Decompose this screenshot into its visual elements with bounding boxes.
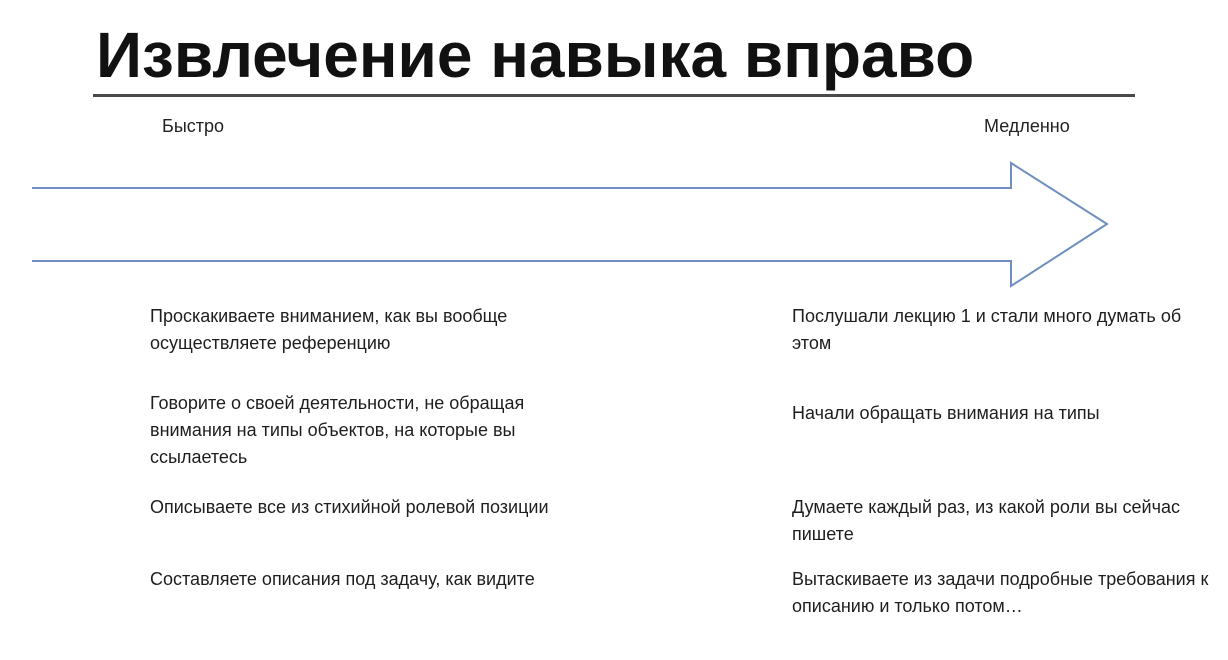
arrow-outline (32, 163, 1107, 286)
fast-label: Быстро (162, 116, 225, 136)
right-item-2: Начали обращать внимания на типы (792, 403, 1100, 423)
progress-arrow-icon (0, 150, 1228, 300)
left-item-4: Составляете описания под задачу, как видите (150, 569, 535, 589)
right-item-4: Вытаскиваете из задачи подробные требования к описанию и только потом… (792, 569, 1209, 616)
slide-title: Извлечение навыка вправо (96, 19, 975, 91)
title-divider (93, 94, 1135, 97)
right-item-3: Думаете каждый раз, из какой роли вы сейчас пишете (792, 497, 1181, 544)
left-item-3: Описываете все из стихийной ролевой позиции (150, 497, 549, 517)
slow-label: Медленно (984, 116, 1070, 136)
left-item-2: Говорите о своей деятельности, не обращая внимания на типы объектов, на которые вы ссылаетесь (150, 393, 525, 467)
right-item-1: Послушали лекцию 1 и стали много думать об этом (792, 306, 1182, 353)
left-item-1: Проскакиваете вниманием, как вы вообще осуществляете референцию (150, 306, 508, 353)
